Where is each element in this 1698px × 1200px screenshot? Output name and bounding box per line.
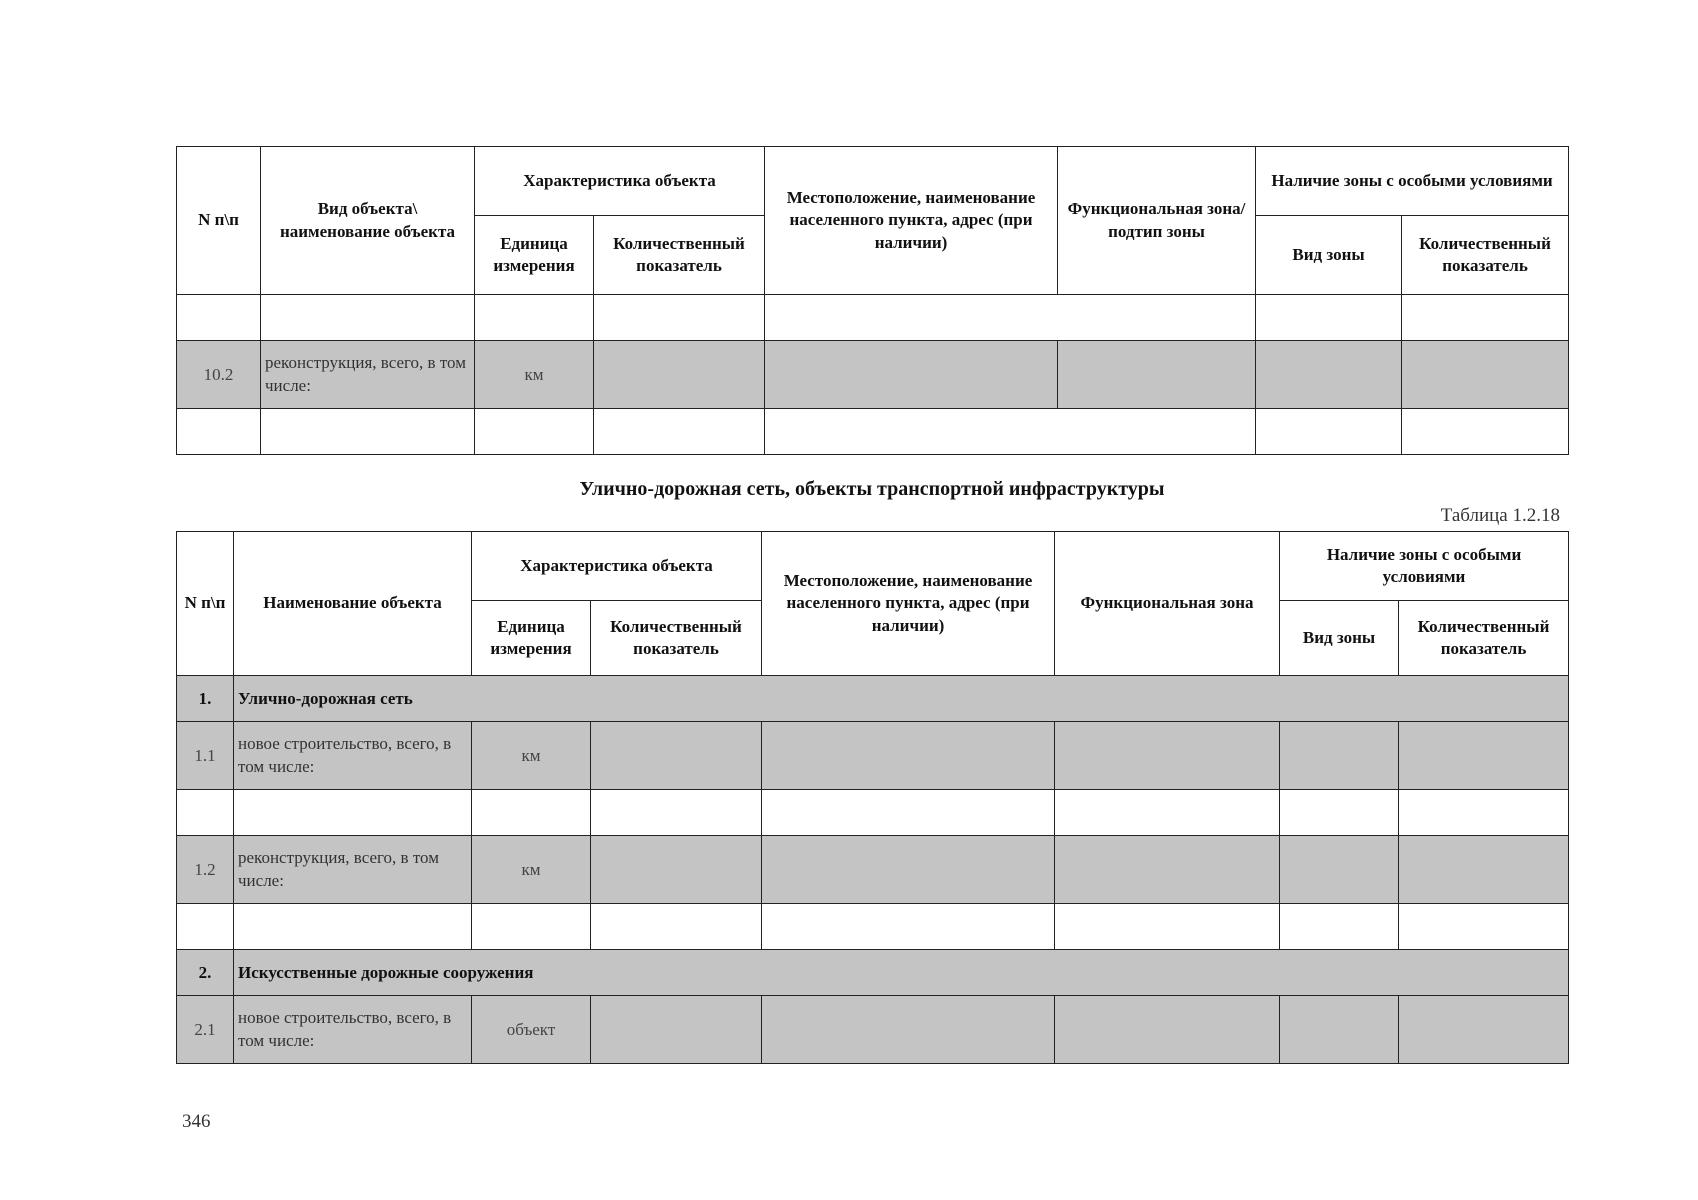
table-row <box>177 836 1569 904</box>
header-special-zone: Наличие зоны с особыми условиями <box>1256 147 1569 216</box>
header-characteristic: Характеристика объекта <box>475 147 765 216</box>
table-row <box>177 409 1569 455</box>
header-num: N п\п <box>177 532 234 676</box>
row-unit: км <box>472 722 591 790</box>
page-number: 346 <box>182 1111 211 1132</box>
table-row <box>177 341 1569 409</box>
section-title: Улично-дорожная сеть <box>234 676 1569 722</box>
header-unit: Единица измерения <box>475 216 594 295</box>
header-zone-quantity: Количественный показатель <box>1399 601 1569 676</box>
header-special-zone: Наличие зоны с особыми условиями <box>1280 532 1569 601</box>
row-num: 1.2 <box>177 836 234 904</box>
header-name: Наименование объекта <box>234 532 472 676</box>
row-num: 1.1 <box>177 722 234 790</box>
table-row <box>177 722 1569 790</box>
header-zone-type: Вид зоны <box>1256 216 1402 295</box>
row-name: новое строительство, всего, в том числе: <box>234 996 472 1064</box>
header-zone: Функциональная зона/ подтип зоны <box>1058 147 1256 295</box>
section-num: 1. <box>177 676 234 722</box>
row-unit: км <box>472 836 591 904</box>
row-name: реконструкция, всего, в том числе: <box>261 341 475 409</box>
section-title: Искусственные дорожные сооружения <box>234 950 1569 996</box>
row-unit: объект <box>472 996 591 1064</box>
row-num: 10.2 <box>177 341 261 409</box>
header-name: Вид объекта\ наименование объекта <box>261 147 475 295</box>
section-row <box>177 676 1569 722</box>
row-name: реконструкция, всего, в том числе: <box>234 836 472 904</box>
infrastructure-table-top <box>176 146 1569 455</box>
table-caption: Улично-дорожная сеть, объекты транспортной инфраструктуры <box>579 478 1165 500</box>
header-quantity: Количественный показатель <box>591 601 762 676</box>
header-zone-quantity: Количественный показатель <box>1402 216 1569 295</box>
table-row <box>177 904 1569 950</box>
row-num: 2.1 <box>177 996 234 1064</box>
header-quantity: Количественный показатель <box>594 216 765 295</box>
header-zone-type: Вид зоны <box>1280 601 1399 676</box>
section-num: 2. <box>177 950 234 996</box>
header-num: N п\п <box>177 147 261 295</box>
header-unit: Единица измерения <box>472 601 591 676</box>
header-characteristic: Характеристика объекта <box>472 532 762 601</box>
table-row <box>177 996 1569 1064</box>
section-row <box>177 950 1569 996</box>
table-row <box>177 790 1569 836</box>
header-location: Местоположение, наименование населенного пункта, адрес (при наличии) <box>765 147 1058 295</box>
header-location: Местоположение, наименование населенного пункта, адрес (при наличии) <box>762 532 1055 676</box>
table-number: Таблица 1.2.18 <box>1440 505 1560 526</box>
row-unit: км <box>475 341 594 409</box>
row-name: новое строительство, всего, в том числе: <box>234 722 472 790</box>
header-zone: Функциональная зона <box>1055 532 1280 676</box>
table-row <box>177 295 1569 341</box>
infrastructure-table-bottom <box>176 531 1569 1064</box>
